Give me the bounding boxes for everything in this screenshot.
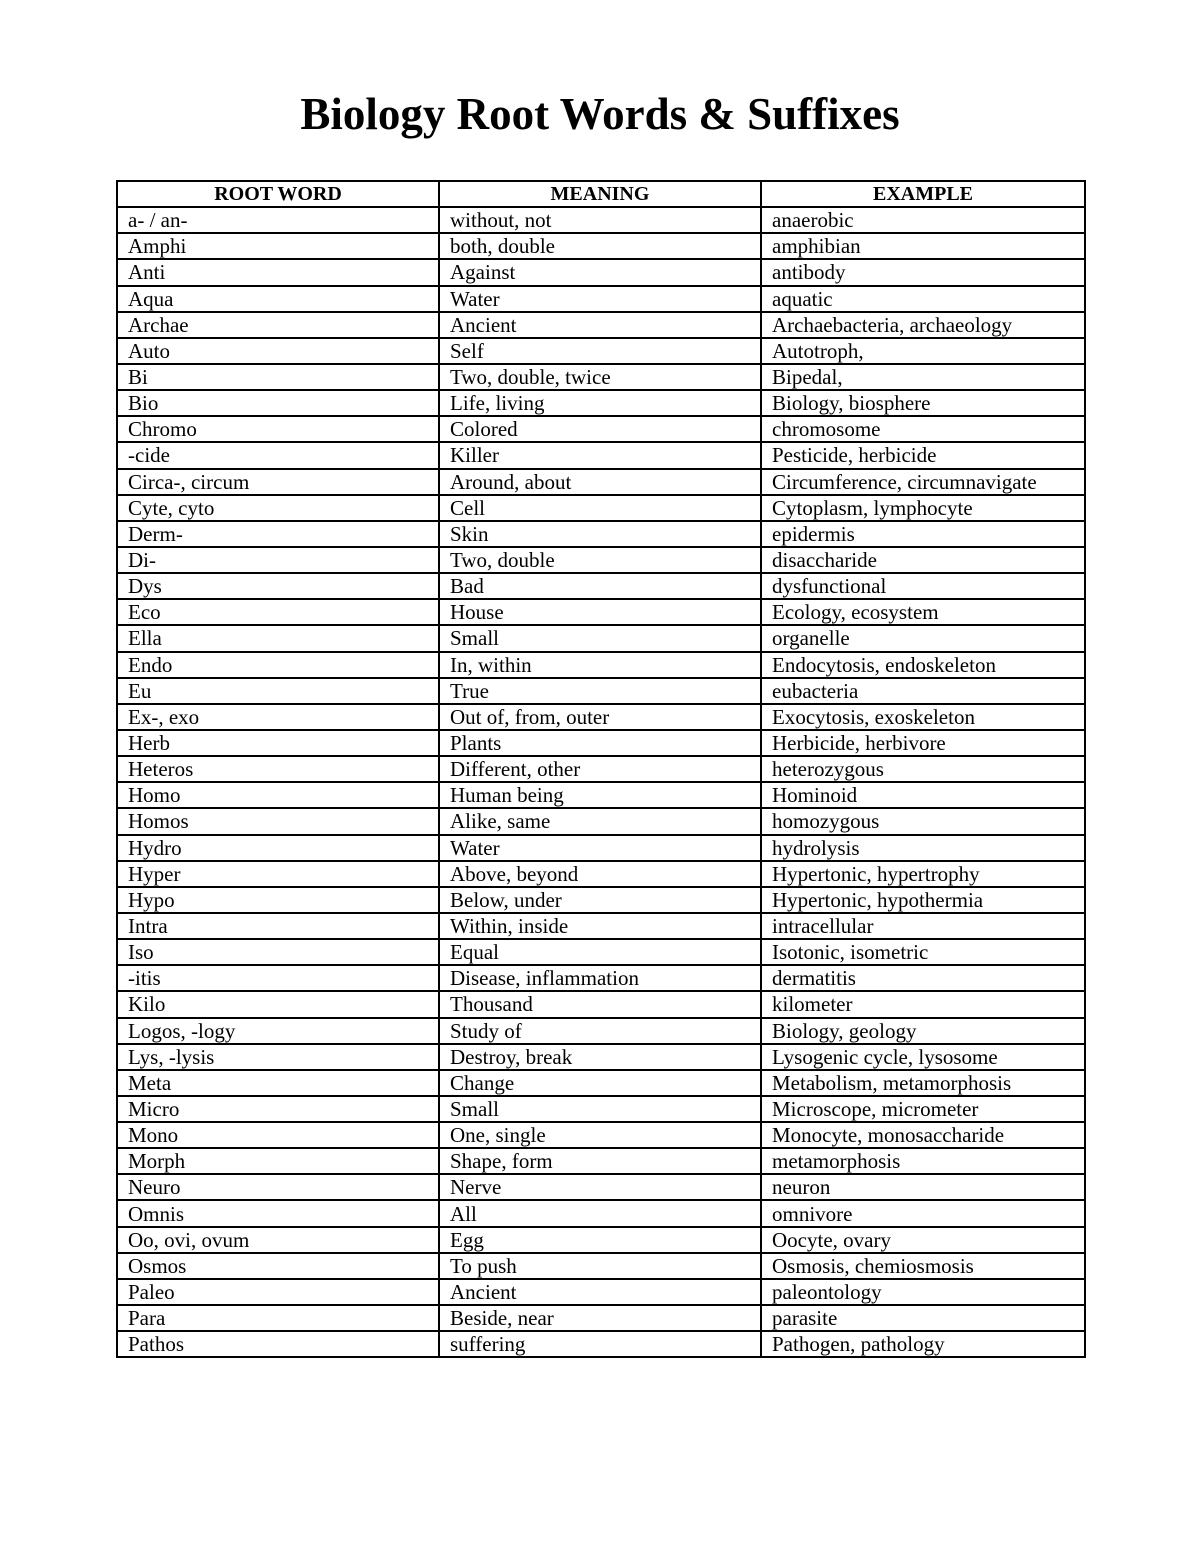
header-example: EXAMPLE — [761, 181, 1085, 207]
meaning-cell: Skin — [439, 521, 761, 547]
root-word-cell: Oo, ovi, ovum — [117, 1227, 439, 1253]
example-cell: Pathogen, pathology — [761, 1331, 1085, 1357]
example-cell: epidermis — [761, 521, 1085, 547]
root-word-cell: Para — [117, 1305, 439, 1331]
meaning-cell: In, within — [439, 652, 761, 678]
table-row — [117, 625, 1085, 651]
example-cell: hydrolysis — [761, 835, 1085, 861]
example-cell: Metabolism, metamorphosis — [761, 1070, 1085, 1096]
example-cell: paleontology — [761, 1279, 1085, 1305]
root-word-cell: Meta — [117, 1070, 439, 1096]
table-row — [117, 1253, 1085, 1279]
root-word-cell: Eu — [117, 678, 439, 704]
table-row — [117, 939, 1085, 965]
table-row — [117, 1331, 1085, 1357]
meaning-cell: Within, inside — [439, 913, 761, 939]
example-cell: homozygous — [761, 808, 1085, 834]
root-word-cell: Archae — [117, 312, 439, 338]
table-row — [117, 808, 1085, 834]
table-row — [117, 1122, 1085, 1148]
root-word-cell: Ex-, exo — [117, 704, 439, 730]
root-word-cell: -itis — [117, 965, 439, 991]
table-row — [117, 1305, 1085, 1331]
example-cell: omnivore — [761, 1200, 1085, 1226]
table-row — [117, 364, 1085, 390]
meaning-cell: Alike, same — [439, 808, 761, 834]
root-word-cell: Amphi — [117, 233, 439, 259]
table-row — [117, 730, 1085, 756]
meaning-cell: Disease, inflammation — [439, 965, 761, 991]
meaning-cell: One, single — [439, 1122, 761, 1148]
meaning-cell: To push — [439, 1253, 761, 1279]
table-row — [117, 965, 1085, 991]
table-row — [117, 442, 1085, 468]
root-word-cell: a- / an- — [117, 207, 439, 233]
meaning-cell: Destroy, break — [439, 1044, 761, 1070]
example-cell: aquatic — [761, 286, 1085, 312]
example-cell: antibody — [761, 259, 1085, 285]
root-word-cell: Micro — [117, 1096, 439, 1122]
root-word-cell: Cyte, cyto — [117, 495, 439, 521]
root-words-table — [116, 180, 1086, 1358]
root-word-cell: Chromo — [117, 416, 439, 442]
example-cell: Ecology, ecosystem — [761, 599, 1085, 625]
example-cell: Autotroph, — [761, 338, 1085, 364]
example-cell: Oocyte, ovary — [761, 1227, 1085, 1253]
meaning-cell: Beside, near — [439, 1305, 761, 1331]
example-cell: kilometer — [761, 991, 1085, 1017]
table-row — [117, 521, 1085, 547]
example-cell: amphibian — [761, 233, 1085, 259]
root-word-cell: -cide — [117, 442, 439, 468]
table-row — [117, 495, 1085, 521]
meaning-cell: House — [439, 599, 761, 625]
table-row — [117, 469, 1085, 495]
root-word-cell: Herb — [117, 730, 439, 756]
meaning-cell: Plants — [439, 730, 761, 756]
root-word-cell: Omnis — [117, 1200, 439, 1226]
example-cell: heterozygous — [761, 756, 1085, 782]
table-header-row — [117, 181, 1085, 207]
meaning-cell: Small — [439, 1096, 761, 1122]
root-word-cell: Anti — [117, 259, 439, 285]
table-row — [117, 390, 1085, 416]
example-cell: Monocyte, monosaccharide — [761, 1122, 1085, 1148]
meaning-cell: suffering — [439, 1331, 761, 1357]
meaning-cell: Life, living — [439, 390, 761, 416]
root-word-cell: Osmos — [117, 1253, 439, 1279]
meaning-cell: Shape, form — [439, 1148, 761, 1174]
table-row — [117, 1148, 1085, 1174]
table-row — [117, 547, 1085, 573]
root-word-cell: Circa-, circum — [117, 469, 439, 495]
table-row — [117, 207, 1085, 233]
root-word-cell: Intra — [117, 913, 439, 939]
root-word-cell: Hypo — [117, 887, 439, 913]
header-root-word: ROOT WORD — [117, 181, 439, 207]
table-row — [117, 1174, 1085, 1200]
meaning-cell: Water — [439, 835, 761, 861]
root-word-cell: Iso — [117, 939, 439, 965]
example-cell: dermatitis — [761, 965, 1085, 991]
meaning-cell: Nerve — [439, 1174, 761, 1200]
meaning-cell: Ancient — [439, 312, 761, 338]
table-row — [117, 1227, 1085, 1253]
root-word-cell: Kilo — [117, 991, 439, 1017]
root-word-cell: Aqua — [117, 286, 439, 312]
table-row — [117, 259, 1085, 285]
example-cell: anaerobic — [761, 207, 1085, 233]
example-cell: dysfunctional — [761, 573, 1085, 599]
example-cell: Hypertonic, hypothermia — [761, 887, 1085, 913]
table-row — [117, 1096, 1085, 1122]
meaning-cell: Colored — [439, 416, 761, 442]
root-word-cell: Mono — [117, 1122, 439, 1148]
table-row — [117, 416, 1085, 442]
root-word-cell: Lys, -lysis — [117, 1044, 439, 1070]
meaning-cell: without, not — [439, 207, 761, 233]
table-row — [117, 861, 1085, 887]
table-row — [117, 233, 1085, 259]
page-title: Biology Root Words & Suffixes — [300, 89, 900, 139]
root-word-cell: Derm- — [117, 521, 439, 547]
example-cell: neuron — [761, 1174, 1085, 1200]
table-row — [117, 887, 1085, 913]
example-cell: Exocytosis, exoskeleton — [761, 704, 1085, 730]
example-cell: Lysogenic cycle, lysosome — [761, 1044, 1085, 1070]
example-cell: disaccharide — [761, 547, 1085, 573]
meaning-cell: True — [439, 678, 761, 704]
meaning-cell: Below, under — [439, 887, 761, 913]
meaning-cell: Cell — [439, 495, 761, 521]
example-cell: parasite — [761, 1305, 1085, 1331]
header-meaning: MEANING — [439, 181, 761, 207]
example-cell: eubacteria — [761, 678, 1085, 704]
example-cell: intracellular — [761, 913, 1085, 939]
example-cell: Hypertonic, hypertrophy — [761, 861, 1085, 887]
example-cell: chromosome — [761, 416, 1085, 442]
table-row — [117, 782, 1085, 808]
meaning-cell: Human being — [439, 782, 761, 808]
root-word-cell: Di- — [117, 547, 439, 573]
meaning-cell: Bad — [439, 573, 761, 599]
example-cell: metamorphosis — [761, 1148, 1085, 1174]
meaning-cell: Water — [439, 286, 761, 312]
root-word-cell: Morph — [117, 1148, 439, 1174]
meaning-cell: Self — [439, 338, 761, 364]
root-word-cell: Neuro — [117, 1174, 439, 1200]
root-word-cell: Logos, -logy — [117, 1018, 439, 1044]
table-row — [117, 652, 1085, 678]
meaning-cell: Small — [439, 625, 761, 651]
meaning-cell: Different, other — [439, 756, 761, 782]
table-row — [117, 1018, 1085, 1044]
meaning-cell: Study of — [439, 1018, 761, 1044]
meaning-cell: Out of, from, outer — [439, 704, 761, 730]
example-cell: Pesticide, herbicide — [761, 442, 1085, 468]
root-word-cell: Bi — [117, 364, 439, 390]
root-word-cell: Homo — [117, 782, 439, 808]
example-cell: Biology, geology — [761, 1018, 1085, 1044]
meaning-cell: Killer — [439, 442, 761, 468]
root-word-cell: Endo — [117, 652, 439, 678]
root-word-cell: Auto — [117, 338, 439, 364]
example-cell: Osmosis, chemiosmosis — [761, 1253, 1085, 1279]
meaning-cell: Two, double — [439, 547, 761, 573]
table-row — [117, 286, 1085, 312]
table-row — [117, 835, 1085, 861]
root-word-cell: Hyper — [117, 861, 439, 887]
root-word-cell: Ella — [117, 625, 439, 651]
table-row — [117, 1070, 1085, 1096]
table-row — [117, 1279, 1085, 1305]
meaning-cell: Two, double, twice — [439, 364, 761, 390]
table-row — [117, 678, 1085, 704]
meaning-cell: both, double — [439, 233, 761, 259]
meaning-cell: Equal — [439, 939, 761, 965]
example-cell: Microscope, micrometer — [761, 1096, 1085, 1122]
example-cell: Biology, biosphere — [761, 390, 1085, 416]
example-cell: Hominoid — [761, 782, 1085, 808]
meaning-cell: Change — [439, 1070, 761, 1096]
meaning-cell: Against — [439, 259, 761, 285]
table-body — [117, 207, 1085, 1357]
root-word-cell: Eco — [117, 599, 439, 625]
table-row — [117, 338, 1085, 364]
table-row — [117, 991, 1085, 1017]
example-cell: organelle — [761, 625, 1085, 651]
example-cell: Circumference, circumnavigate — [761, 469, 1085, 495]
root-word-cell: Heteros — [117, 756, 439, 782]
root-word-cell: Dys — [117, 573, 439, 599]
root-word-cell: Bio — [117, 390, 439, 416]
meaning-cell: Above, beyond — [439, 861, 761, 887]
table-row — [117, 312, 1085, 338]
example-cell: Bipedal, — [761, 364, 1085, 390]
table-row — [117, 756, 1085, 782]
meaning-cell: All — [439, 1200, 761, 1226]
example-cell: Archaebacteria, archaeology — [761, 312, 1085, 338]
meaning-cell: Thousand — [439, 991, 761, 1017]
meaning-cell: Egg — [439, 1227, 761, 1253]
table-row — [117, 704, 1085, 730]
root-word-cell: Hydro — [117, 835, 439, 861]
example-cell: Endocytosis, endoskeleton — [761, 652, 1085, 678]
table-row — [117, 599, 1085, 625]
table-row — [117, 573, 1085, 599]
table-row — [117, 1044, 1085, 1070]
meaning-cell: Around, about — [439, 469, 761, 495]
root-word-cell: Pathos — [117, 1331, 439, 1357]
table-row — [117, 913, 1085, 939]
root-word-cell: Homos — [117, 808, 439, 834]
root-word-cell: Paleo — [117, 1279, 439, 1305]
example-cell: Isotonic, isometric — [761, 939, 1085, 965]
example-cell: Herbicide, herbivore — [761, 730, 1085, 756]
meaning-cell: Ancient — [439, 1279, 761, 1305]
table-row — [117, 1200, 1085, 1226]
example-cell: Cytoplasm, lymphocyte — [761, 495, 1085, 521]
